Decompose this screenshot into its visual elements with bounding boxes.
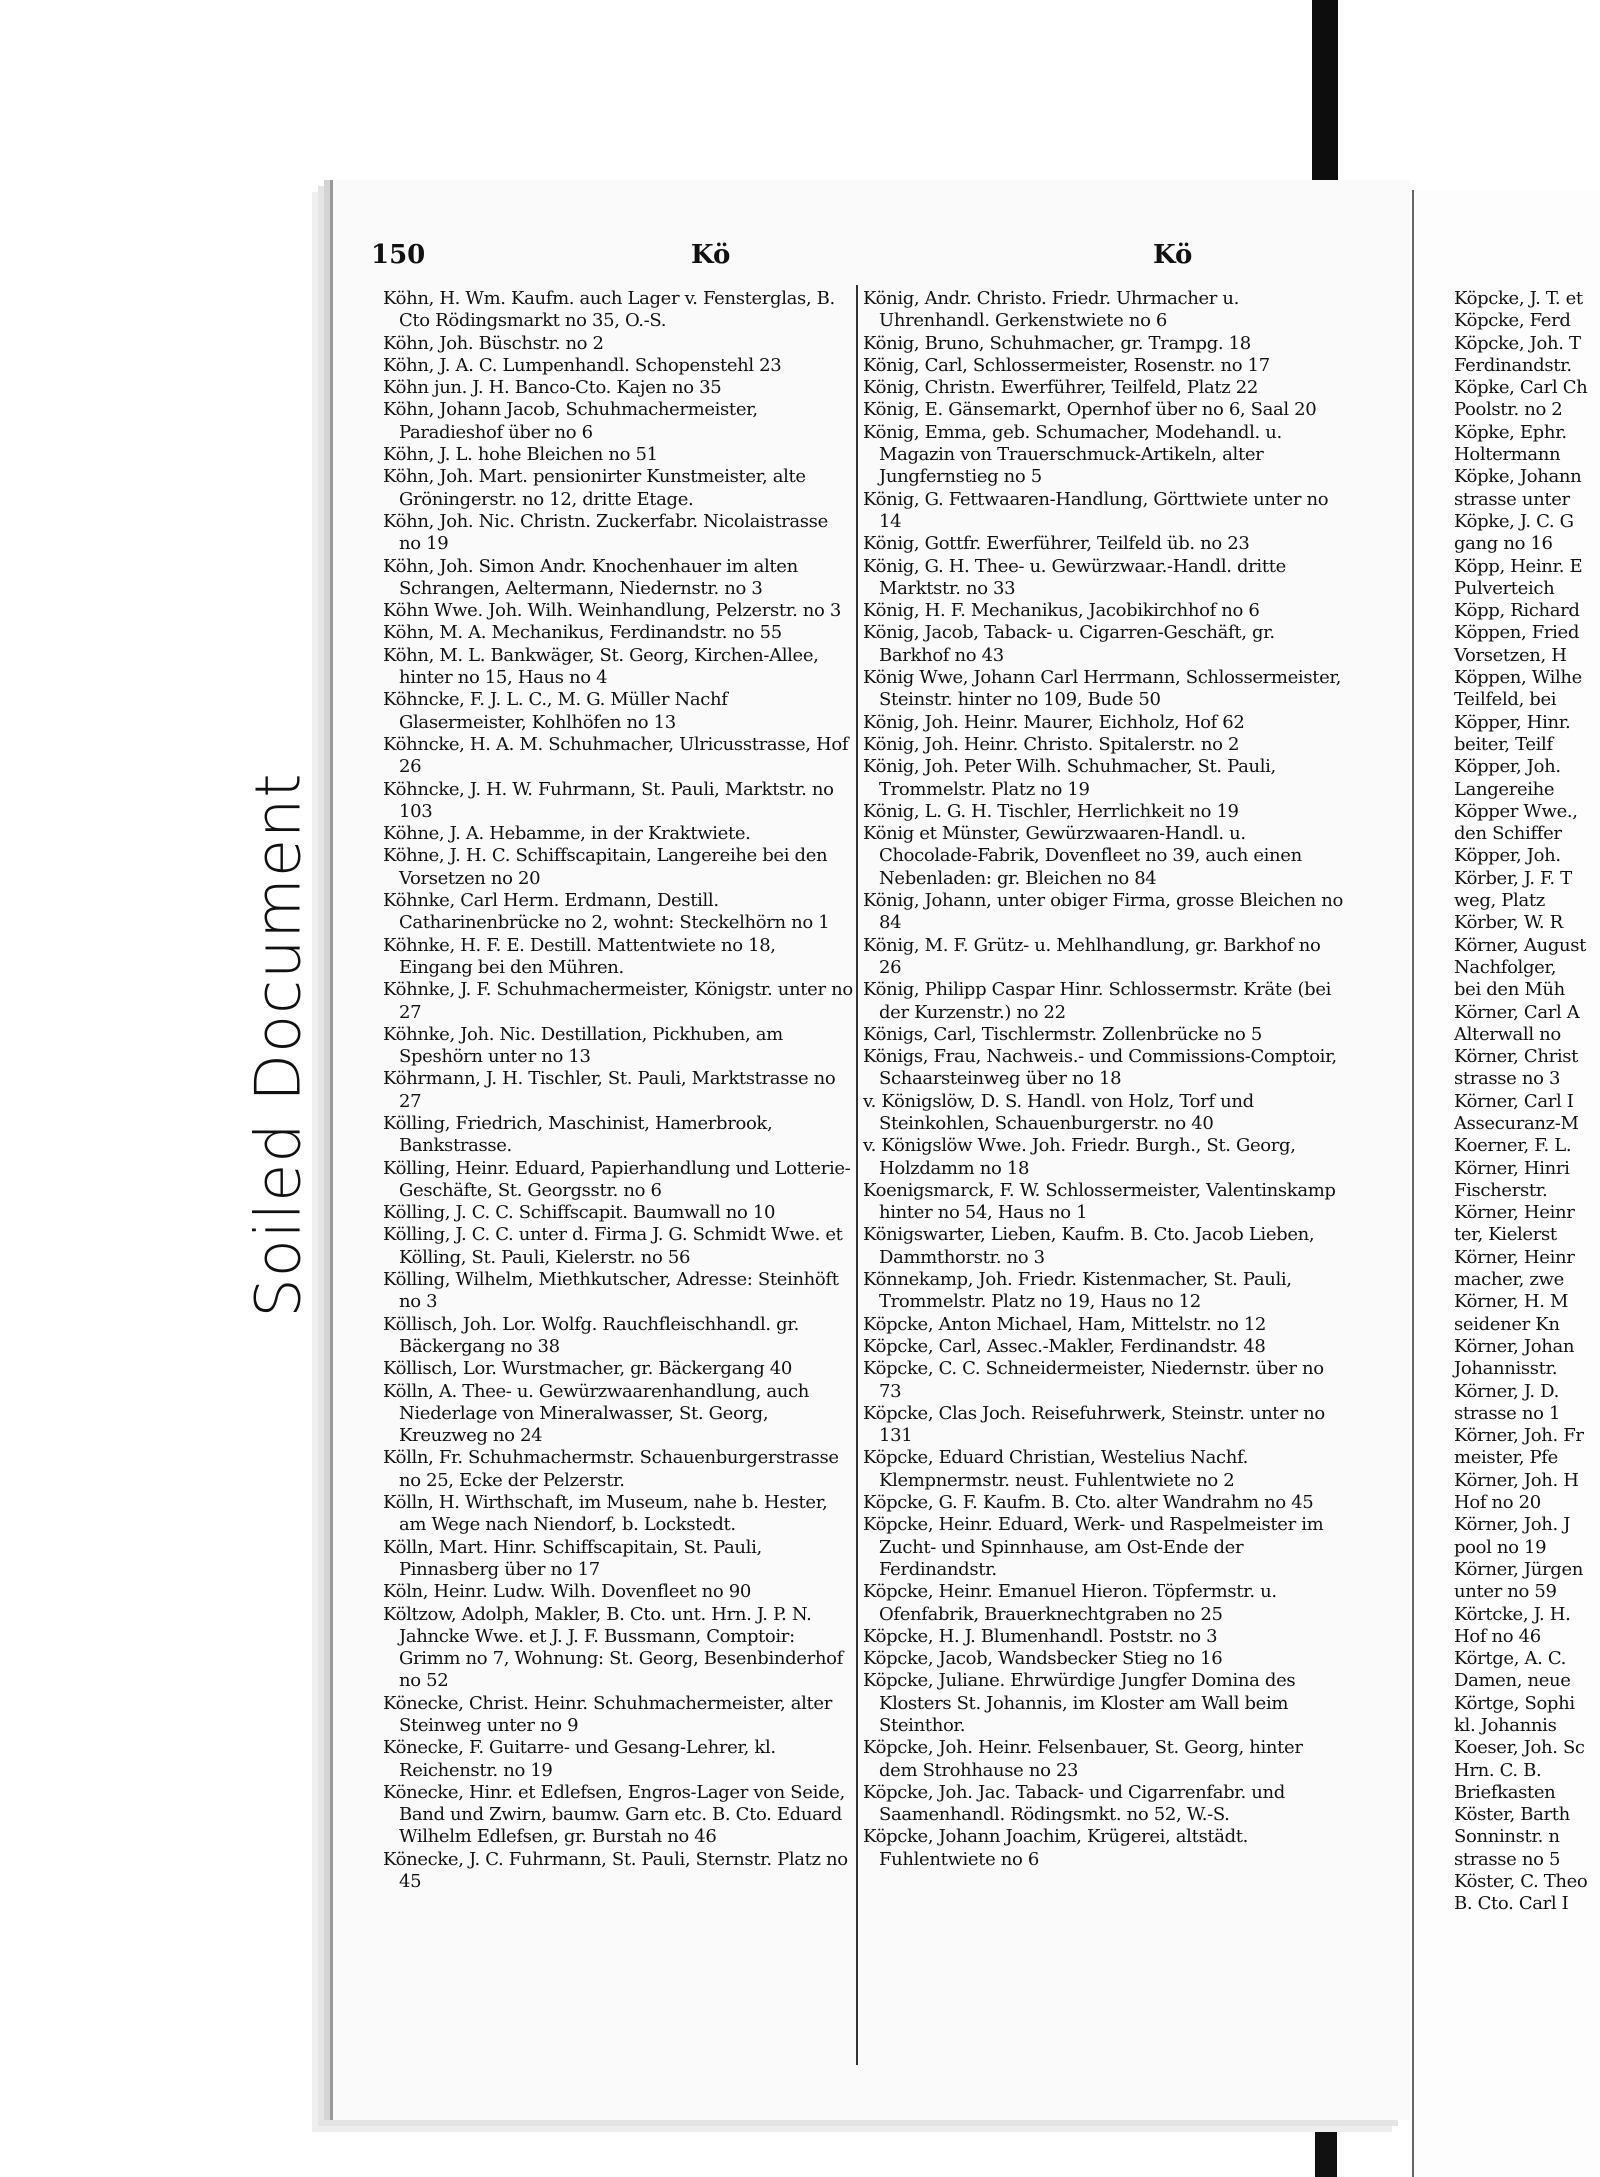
directory-entry: Köhn, H. Wm. Kaufm. auch Lager v. Fensterglas, B. Cto Rödingsmarkt no 35, O.-S.: [383, 288, 835, 332]
directory-entry: Körner, Carl A: [1454, 1001, 1580, 1023]
directory-entry: Köpcke, C. C. Schneidermeister, Niedernstr. über no 73: [863, 1358, 1324, 1402]
directory-entry: Körner, J. D.: [1454, 1380, 1559, 1402]
directory-entry: Kölln, A. Thee- u. Gewürzwaarenhandlung, auch Niederlage von Mineralwasser, St. Georg, Kreuzweg no 24: [383, 1380, 809, 1447]
page-header: [333, 240, 1410, 280]
directory-entry: Köpcke, G. F. Kaufm. B. Cto. alter Wandrahm no 45: [863, 1492, 1314, 1514]
directory-entry: v. Königslöw, D. S. Handl. von Holz, Torf und Steinkohlen, Schauenburgerstr. no 40: [863, 1090, 1254, 1134]
directory-entry: Sonninstr. n: [1454, 1826, 1560, 1848]
directory-entry: Könecke, F. Guitarre- und Gesang-Lehrer, kl. Reichenstr. no 19: [383, 1737, 776, 1781]
directory-entry: Körtcke, J. H.: [1454, 1603, 1571, 1625]
directory-entry: Körner, Jürgen: [1454, 1558, 1584, 1580]
directory-entry: Alterwall no: [1454, 1023, 1561, 1045]
directory-entry: Köppen, Wilhe: [1454, 667, 1582, 689]
directory-entry: Köhnke, Joh. Nic. Destillation, Pickhuben, am Speshörn unter no 13: [383, 1023, 783, 1068]
directory-entry: ter, Kielerst: [1454, 1224, 1557, 1246]
directory-entry: Kölln, Mart. Hinr. Schiffscapitain, St. Pauli, Pinnasberg über no 17: [383, 1536, 762, 1580]
directory-entry: Köhn, J. L. hohe Bleichen no 51: [383, 444, 658, 466]
directory-entry: Köpp, Richard: [1454, 600, 1580, 622]
directory-entry: macher, zwe: [1454, 1269, 1564, 1291]
page-number: 150: [371, 240, 426, 270]
directory-entry: Köhn, Joh. Simon Andr. Knochenhauer im alten Schrangen, Aeltermann, Niedernstr. no 3: [383, 555, 798, 599]
directory-entry: König, Bruno, Schuhmacher, gr. Trampg. 18: [863, 332, 1251, 354]
directory-entry: Köpcke, Juliane. Ehrwürdige Jungfer Domina des Klosters St. Johannis, im Kloster am Wall beim Steinthor.: [863, 1670, 1296, 1736]
directory-entry: König et Münster, Gewürzwaaren-Handl. u. Chocolade-Fabrik, Dovenfleet no 39, auch einen Nebenladen: gr. Bleichen no 84: [863, 823, 1302, 889]
directory-entry: Köhnke, Carl Herm. Erdmann, Destill. Catharinenbrücke no 2, wohnt: Steckelhörn no 1: [383, 890, 830, 934]
directory-entry: Köhnke, J. F. Schuhmachermeister, Königstr. unter no 27: [383, 979, 853, 1023]
directory-entry: König Wwe, Johann Carl Herrmann, Schlossermeister, Steinstr. hinter no 109, Bude 50: [863, 667, 1342, 711]
directory-entry: Kölling, J. C. C. unter d. Firma J. G. Schmidt Wwe. et Kölling, St. Pauli, Kielerstr. no 56: [383, 1224, 843, 1268]
directory-entry: König, Christn. Ewerführer, Teilfeld, Platz 22: [863, 377, 1258, 399]
directory-entry: König, Joh. Heinr. Maurer, Eichholz, Hof 62: [863, 711, 1245, 733]
directory-entry: König, Joh. Heinr. Christo. Spitalerstr. no 2: [863, 733, 1240, 755]
directory-entry: Köhn, M. A. Mechanikus, Ferdinandstr. no 55: [383, 622, 782, 644]
directory-entry: seidener Kn: [1454, 1313, 1560, 1335]
directory-entry: König, Philipp Caspar Hinr. Schlossermstr. Kräte (bei der Kurzenstr.) no 22: [863, 979, 1332, 1023]
directory-entry: Poolstr. no 2: [1454, 399, 1563, 421]
directory-entry: Köpke, J. C. G: [1454, 510, 1574, 532]
directory-entry: Köpcke, Heinr. Emanuel Hieron. Töpfermstr. u. Ofenfabrik, Brauerknechtgraben no 25: [863, 1581, 1277, 1625]
directory-entry: Köpp, Heinr. E: [1454, 555, 1583, 577]
directory-entry: Köpke, Johann: [1454, 466, 1582, 488]
directory-entry: Nachfolger,: [1454, 956, 1557, 978]
directory-entry: Köpcke, Clas Joch. Reisefuhrwerk, Steinstr. unter no 131: [863, 1402, 1325, 1447]
directory-entry: Körner, Carl I: [1454, 1090, 1574, 1112]
directory-entry: König, L. G. H. Tischler, Herrlichkeit no 19: [863, 800, 1239, 822]
directory-entry: König, Joh. Peter Wilh. Schuhmacher, St. Pauli, Trommelstr. Platz no 19: [863, 756, 1276, 800]
directory-entry: Köpke, Carl Ch: [1454, 377, 1588, 399]
right-running-head: Kö: [1153, 240, 1193, 270]
soiled-document-text: Soiled Document: [241, 772, 315, 1318]
directory-entry: König, Andr. Christo. Friedr. Uhrmacher u. Uhrenhandl. Gerkenstwiete no 6: [863, 288, 1239, 332]
directory-entry: Köster, Barth: [1454, 1804, 1570, 1826]
directory-entry: König, G. H. Thee- u. Gewürzwaar.-Handl. dritte Marktstr. no 33: [863, 555, 1286, 599]
directory-entry: Kölln, H. Wirthschaft, im Museum, nahe b. Hester, am Wege nach Niendorf, b. Lockstedt.: [383, 1492, 828, 1536]
directory-entry: Köster, C. Theo: [1454, 1871, 1588, 1893]
directory-entry: Körner, Joh. J: [1454, 1514, 1571, 1536]
directory-entry: Köhnke, H. F. E. Destill. Mattentwiete no 18, Eingang bei den Mühren.: [383, 934, 776, 978]
directory-entry: weg, Platz: [1454, 890, 1545, 912]
directory-entry: Köpcke, Ferd: [1454, 310, 1571, 332]
directory-entry: strasse no 5: [1454, 1848, 1561, 1870]
directory-entry: Teilfeld, bei: [1454, 689, 1557, 711]
directory-entry: Fischerstr.: [1454, 1179, 1548, 1201]
directory-entry: Kölling, Wilhelm, Miethkutscher, Adresse: Steinhöft no 3: [383, 1269, 839, 1313]
directory-entry: Körner, Joh. H: [1454, 1469, 1579, 1491]
directory-entry: Körner, Heinr: [1454, 1202, 1575, 1224]
directory-entry: unter no 59: [1454, 1581, 1557, 1603]
directory-entry: Köhn, Joh. Mart. pensionirter Kunstmeister, alte Gröningerstr. no 12, dritte Etage.: [383, 466, 806, 510]
directory-entry: Körner, Heinr: [1454, 1246, 1575, 1268]
directory-entry: Köpper, Joh.: [1454, 756, 1561, 778]
directory-entry: Költzow, Adolph, Makler, B. Cto. unt. Hrn. J. P. N. Jahncke Wwe. et J. J. F. Bussmann, Comptoir: Grimm no 7, Wohnung: St. Georg, Besenbinderhof no 52: [383, 1603, 843, 1692]
directory-entry: Köpcke, Anton Michael, Ham, Mittelstr. no 12: [863, 1313, 1267, 1335]
directory-entry: Briefkasten: [1454, 1781, 1556, 1803]
soiled-document-label: [232, 745, 326, 1345]
directory-entry: Kölln, Fr. Schuhmachermstr. Schauenburgerstrasse no 25, Ecke der Pelzerstr.: [383, 1447, 839, 1491]
directory-entry: Kölling, Heinr. Eduard, Papierhandlung und Lotterie-Geschäfte, St. Georgsstr. no 6: [383, 1157, 851, 1201]
directory-entry: strasse no 3: [1454, 1068, 1561, 1090]
directory-entry: Körner, Johan: [1454, 1335, 1575, 1357]
left-running-head: Kö: [691, 240, 731, 270]
directory-entry: Köpcke, Carl, Assec.-Makler, Ferdinandstr. 48: [863, 1335, 1266, 1357]
directory-entry: Körber, J. F. T: [1454, 867, 1572, 889]
directory-entry: König, Carl, Schlossermeister, Rosenstr. no 17: [863, 354, 1270, 376]
directory-entry: König, Gottfr. Ewerführer, Teilfeld üb. no 23: [863, 533, 1250, 555]
directory-entry: pool no 19: [1454, 1536, 1547, 1558]
directory-entry: Koeser, Joh. Sc: [1454, 1737, 1585, 1759]
directory-entry: Köppen, Fried: [1454, 622, 1580, 644]
directory-entry: König, G. Fettwaaren-Handlung, Görttwiete unter no 14: [863, 488, 1329, 532]
directory-entry: Damen, neue: [1454, 1670, 1571, 1692]
directory-entry: Langereihe: [1454, 778, 1555, 800]
directory-entry: Köpcke, Joh. Jac. Taback- und Cigarrenfabr. und Saamenhandl. Rödingsmkt. no 52, W.-S.: [863, 1781, 1285, 1826]
directory-entry: Ferdinandstr.: [1454, 354, 1572, 376]
directory-entry: Köpcke, Eduard Christian, Westelius Nachf. Klempnermstr. neust. Fuhlentwiete no 2: [863, 1447, 1249, 1491]
column-divider: [856, 285, 858, 2065]
directory-entry: Koenigsmarck, F. W. Schlossermeister, Valentinskamp hinter no 54, Haus no 1: [863, 1179, 1336, 1224]
directory-page: [330, 180, 1410, 2120]
directory-entry: Köpcke, J. T. et: [1454, 288, 1583, 309]
directory-entry: Köpcke, Heinr. Eduard, Werk- und Raspelmeister im Zucht- und Spinnhause, am Ost-Ende der Ferdinandstr.: [863, 1514, 1324, 1580]
directory-entry: Köpcke, Jacob, Wandsbecker Stieg no 16: [863, 1648, 1223, 1670]
directory-entry: Könecke, J. C. Fuhrmann, St. Pauli, Sternstr. Platz no 45: [383, 1848, 848, 1893]
middle-column: [863, 288, 1343, 1871]
directory-entry: Köpper Wwe.,: [1454, 800, 1578, 822]
directory-entry: Körber, W. R: [1454, 912, 1563, 934]
directory-entry: Hof no 20: [1454, 1492, 1541, 1514]
directory-entry: König, Jacob, Taback- u. Cigarren-Geschäft, gr. Barkhof no 43: [863, 622, 1275, 666]
directory-entry: Körner, August: [1454, 934, 1586, 956]
directory-entry: Köpcke, Joh. T: [1454, 332, 1581, 354]
directory-entry: Köhne, J. A. Hebamme, in der Kraktwiete.: [383, 823, 751, 845]
directory-entry: Köhn jun. J. H. Banco-Cto. Kajen no 35: [383, 377, 722, 399]
directory-entry: Kölling, Friedrich, Maschinist, Hamerbrook, Bankstrasse.: [383, 1112, 773, 1157]
directory-entry: Könecke, Hinr. et Edlefsen, Engros-Lager von Seide, Band und Zwirn, baumw. Garn etc. B. Cto. Eduard Wilhelm Edlefsen, gr. Burstah no 46: [383, 1781, 845, 1848]
directory-entry: Pulverteich: [1454, 577, 1555, 599]
directory-entry: Köhn, Joh. Nic. Christn. Zuckerfabr. Nicolaistrasse no 19: [383, 510, 828, 555]
directory-entry: Köhn Wwe. Joh. Wilh. Weinhandlung, Pelzerstr. no 3: [383, 600, 842, 622]
directory-entry: meister, Pfe: [1454, 1447, 1558, 1469]
directory-entry: Köhn, Johann Jacob, Schuhmachermeister, Paradieshof über no 6: [383, 399, 758, 443]
scanner-strip: [1312, 0, 1338, 210]
directory-entry: Köhn, M. L. Bankwäger, St. Georg, Kirchen-Allee, hinter no 15, Haus no 4: [383, 644, 819, 689]
facing-page-fragment: [1412, 190, 1600, 2177]
directory-entry: Könnekamp, Joh. Friedr. Kistenmacher, St. Pauli, Trommelstr. Platz no 19, Haus no 12: [863, 1269, 1292, 1313]
left-column: [383, 288, 853, 1893]
directory-entry: Köllisch, Lor. Wurstmacher, gr. Bäckergang 40: [383, 1358, 792, 1380]
directory-entry: Köpcke, H. J. Blumenhandl. Poststr. no 3: [863, 1625, 1218, 1647]
directory-entry: Köhncke, F. J. L. C., M. G. Müller Nachf Glasermeister, Kohlhöfen no 13: [383, 689, 728, 733]
directory-entry: König, M. F. Grütz- u. Mehlhandlung, gr. Barkhof no 26: [863, 934, 1321, 978]
directory-entry: Köhrmann, J. H. Tischler, St. Pauli, Marktstrasse no 27: [383, 1068, 836, 1112]
directory-entry: Körner, Joh. Fr: [1454, 1425, 1584, 1447]
directory-entry: Köpper, Joh.: [1454, 845, 1561, 867]
directory-entry: Körner, Christ: [1454, 1046, 1579, 1068]
directory-entry: Körtge, A. C.: [1454, 1648, 1567, 1670]
directory-entry: Köpcke, Johann Joachim, Krügerei, altstädt. Fuhlentwiete no 6: [863, 1826, 1249, 1870]
directory-entry: Johannisstr.: [1454, 1358, 1558, 1380]
directory-entry: Hof no 46: [1454, 1625, 1541, 1647]
directory-entry: König, Johann, unter obiger Firma, grosse Bleichen no 84: [863, 890, 1343, 934]
directory-entry: Köllisch, Joh. Lor. Wolfg. Rauchfleischhandl. gr. Bäckergang no 38: [383, 1313, 799, 1357]
directory-entry: Königswarter, Lieben, Kaufm. B. Cto. Jacob Lieben, Dammthorstr. no 3: [863, 1224, 1315, 1268]
directory-entry: Körner, Hinri: [1454, 1157, 1570, 1179]
directory-entry: Köln, Heinr. Ludw. Wilh. Dovenfleet no 90: [383, 1581, 751, 1603]
directory-entry: Vorsetzen, H: [1454, 644, 1567, 666]
directory-entry: Holtermann: [1454, 444, 1561, 466]
directory-entry: gang no 16: [1454, 533, 1553, 555]
directory-entry: Körner, H. M: [1454, 1291, 1569, 1313]
directory-entry: Königs, Frau, Nachweis.- und Commissions-Comptoir, Schaarsteinweg über no 18: [863, 1046, 1337, 1090]
directory-entry: beiter, Teilf: [1454, 733, 1553, 755]
directory-entry: Kölling, J. C. C. Schiffscapit. Baumwall no 10: [383, 1202, 776, 1224]
directory-entry: Köpke, Ephr.: [1454, 421, 1567, 443]
directory-entry: Körtge, Sophi: [1454, 1692, 1575, 1714]
directory-entry: Köhn, J. A. C. Lumpenhandl. Schopenstehl 23: [383, 354, 782, 376]
directory-entry: Köhncke, H. A. M. Schuhmacher, Ulricusstrasse, Hof 26: [383, 733, 849, 778]
directory-entry: König, Emma, geb. Schumacher, Modehandl. u. Magazin von Trauerschmuck-Artikeln, alter Jungfernstieg no 5: [863, 421, 1282, 488]
directory-entry: König, H. F. Mechanikus, Jacobikirchhof no 6: [863, 600, 1260, 622]
directory-entry: den Schiffer: [1454, 823, 1562, 845]
right-column-fragment: [1454, 288, 1600, 1916]
directory-entry: kl. Johannis: [1454, 1715, 1557, 1736]
directory-entry: König, E. Gänsemarkt, Opernhof über no 6, Saal 20: [863, 399, 1317, 421]
directory-entry: Könecke, Christ. Heinr. Schuhmachermeister, alter Steinweg unter no 9: [383, 1692, 832, 1736]
directory-entry: Köpcke, Joh. Heinr. Felsenbauer, St. Georg, hinter dem Strohhause no 23: [863, 1737, 1303, 1781]
directory-entry: Königs, Carl, Tischlermstr. Zollenbrücke no 5: [863, 1023, 1262, 1045]
directory-entry: Köhncke, J. H. W. Fuhrmann, St. Pauli, Marktstr. no 103: [383, 778, 834, 822]
directory-entry: v. Königslöw Wwe. Joh. Friedr. Burgh., St. Georg, Holzdamm no 18: [863, 1135, 1296, 1179]
directory-entry: bei den Müh: [1454, 979, 1565, 1001]
directory-entry: Koerner, F. L.: [1454, 1135, 1572, 1157]
directory-entry: Hrn. C. B.: [1454, 1759, 1542, 1781]
directory-entry: Köhne, J. H. C. Schiffscapitain, Langereihe bei den Vorsetzen no 20: [383, 845, 828, 889]
directory-entry: strasse unter: [1454, 488, 1570, 510]
directory-entry: Köpper, Hinr.: [1454, 711, 1571, 733]
directory-entry: Köhn, Joh. Büschstr. no 2: [383, 332, 604, 354]
directory-entry: Assecuranz-M: [1454, 1112, 1579, 1134]
directory-entry: B. Cto. Carl I: [1454, 1893, 1569, 1915]
directory-entry: strasse no 1: [1454, 1402, 1561, 1424]
